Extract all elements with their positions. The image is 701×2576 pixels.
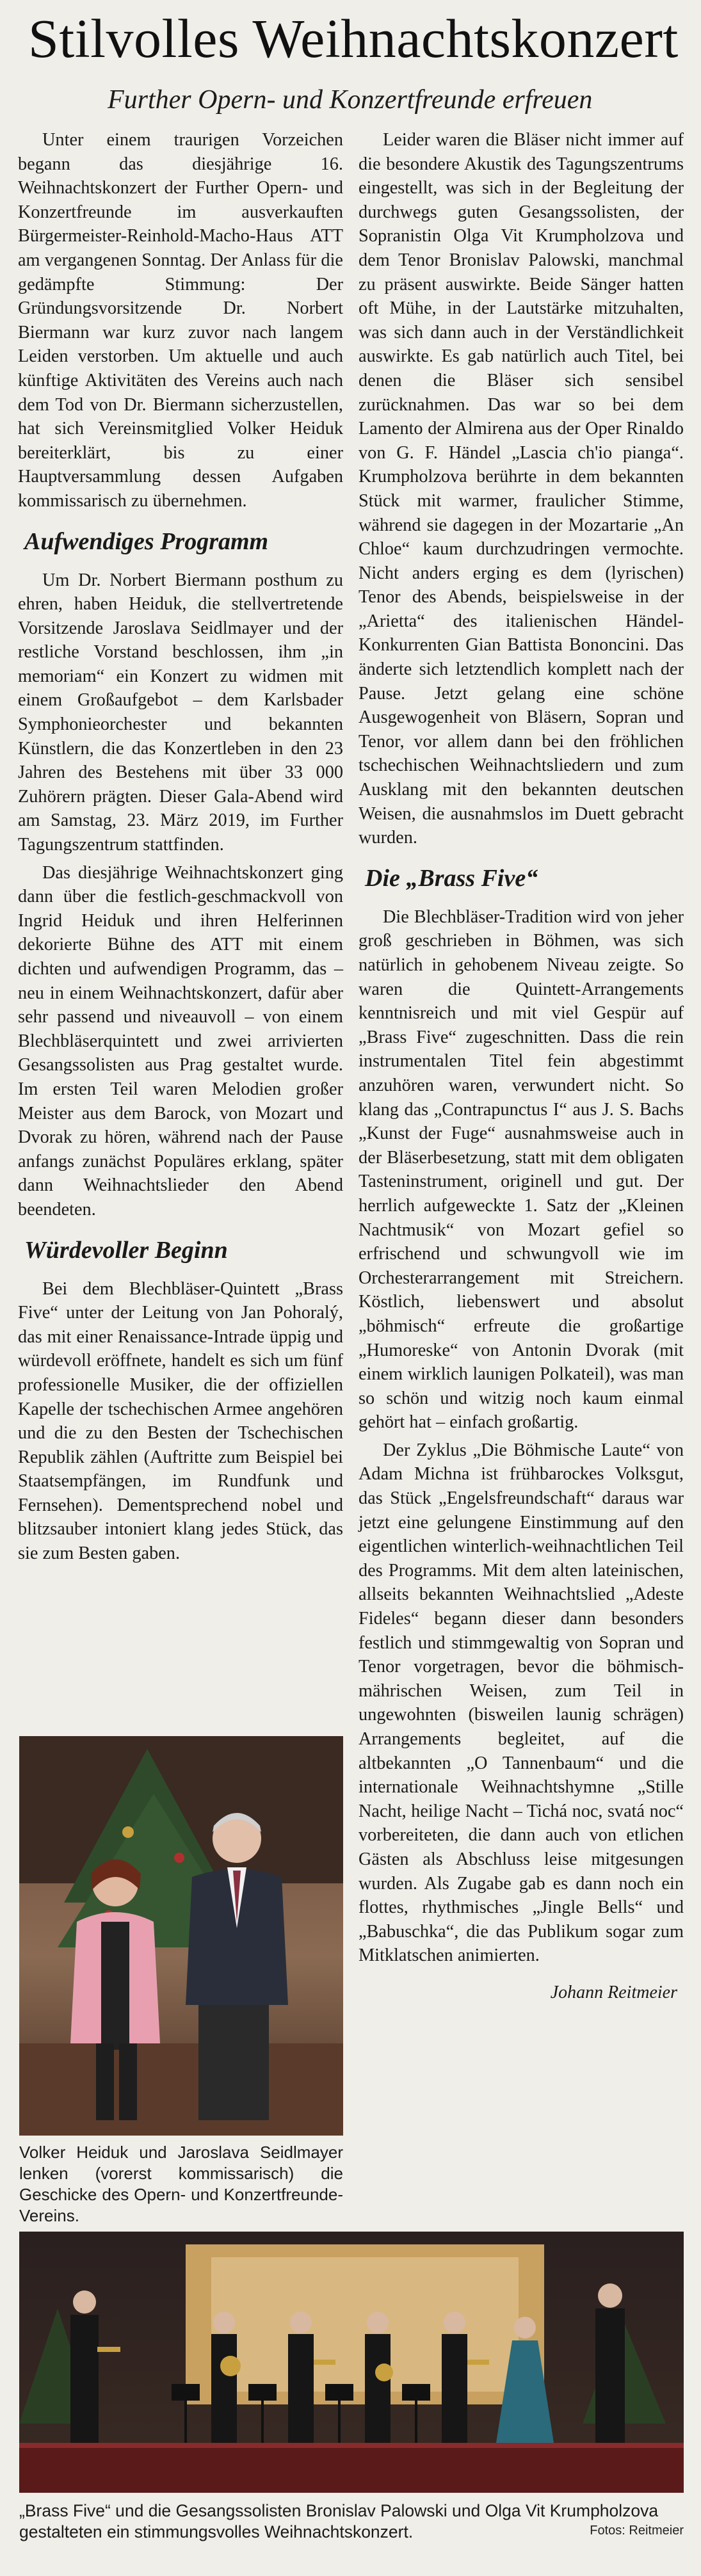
newspaper-article: [18, 0, 684, 2576]
section-heading-brass-five: Die „Brass Five“: [365, 864, 538, 892]
paragraph: Um Dr. Norbert Biermann posthum zu ehren, haben Heiduk, die stellvertretende Vorsitzende Jaroslava Seidlmayer und der restliche Vorstand beschlossen, ihm „in memoriam“ ein Konzert zu widmen mit einem Großaufgebot – dem Karlsbader Symphonieorchester und bekannten Künstlern, die das Konzertleben in den 23 Jahren des Bestehens mit über 33 000 Zuhörern prägten. Dieser Gala-Abend wird am Samstag, 23. März 2019, im Further Tagungszentrum stattfinden.: [18, 570, 343, 855]
headline: Stilvolles Weihnachtskonzert: [28, 8, 679, 69]
photo-illustration: [19, 1736, 343, 2136]
paragraph: Das diesjährige Weihnachtskonzert ging dann über die festlich-geschmackvoll von Ingrid Heiduk und ihren Helferinnen dekorierte Bühne des ATT mit einem dichten und aufwendigen Programm, das – neu in einem Weihnachtskonzert, dafür aber sehr passend und niveauvoll – von einem Blechbläserquintett und zwei arrivierten Gesangssolisten aus Prag gestaltet wurde. Im ersten Teil waren Melodien großer Meister aus dem Barock, von Mozart und Dvorak zu hören, während nach der Pause anfangs zunächst Populäres erklang, später dann Weihnachtslieder den Abend beendeten.: [18, 862, 343, 1220]
caption-photo-2: „Brass Five“ und die Gesangssolisten Bronislav Palowski und Olga Vit Krumpholzova gestalteten ein stimmungsvolles Weihnachtskonzert.: [19, 2501, 659, 2541]
section-heading-wuerdevoller-beginn: Würdevoller Beginn: [24, 1236, 228, 1264]
photo-credit: Fotos: Reitmeier: [590, 2524, 684, 2538]
caption-photo-1: Volker Heiduk und Jaroslava Seidlmayer lenken (vorerst kommissarisch) die Geschicke des Opern- und Konzertfreunde-Vereins.: [19, 2143, 343, 2225]
paragraph: Leider waren die Bläser nicht immer auf die besondere Akustik des Tagungszentrums eingestellt, was sich in der Begleitung der durchwegs guten Gesangssolisten, der Sopranistin Olga Vit Krumpholzova und dem Tenor Bronislav Palowski, manchmal zu präsent auswirkte. Beide Sänger hatten oft Mühe, in der Lautstärke mitzuhalten, was sich dann auch in der Verständlichkeit auswirkte. Es gab natürlich auch Titel, bei denen die Bläser sich sensibel zurücknahmen. Das war so bei dem Lamento der Almirena aus der Oper Rinaldo von G. F. Händel „Lascia ch'io pianga“. Krumpholzova berührte in dem bekannten Stück mit warmer, fraulicher Stimme, während sie dagegen in der Mozartarie „An Chloe“ kaum durchzudringen vermochte. Nicht anders erging es dem (lyrischen) Tenor des Abends, beispielsweise in der „Arietta“ des italienischen Händel-Konkurrenten Gian Battista Bononcini. Das änderte sich letztendlich komplett nach der Pause. Jetzt gelang eine schöne Ausgewogenheit von Bläsern, Sopran und Tenor, vor allem dann bei den fröhlichen tschechischen Weihnachtsliedern und zum Ausklang mit den bekannten deutschen Weisen, die ausnahmslos im Duett gebracht wurden.: [359, 130, 684, 848]
author-byline: Johann Reitmeier: [550, 1982, 677, 2002]
paragraph: Die Blechbläser-Tradition wird von jeher groß geschrieben in Böhmen, was sich natürlich in gehobenem Niveau zeigte. So waren die Quintett-Arrangements kenntnisreich und mit viel Gespür auf „Brass Five“ zugeschnitten. Dass die rein instrumentalen Titel fein abgestimmt anzuhören waren, verwundert nicht. So klang das „Contrapunctus I“ aus J. S. Bachs „Kunst der Fuge“ ausnahmsweise auch in der Bläserbesetzung, statt mit dem obligaten Tasteninstrument, originell und gut. Der herrlich aufgeweckte 1. Satz der „Kleinen Nachtmusik“ von Mozart gefiel so erfrischend und schwungvoll wie im Orchesterarrangement mit Streichern. Köstlich, liebenswert und absolut „böhmisch“ erfreute die großartige „Humoreske“ von Antonin Dvorak (mit einem wirklich launigen Polkateil), was man so schön und witzig noch kaum einmal gehört hat – einfach großartig.: [359, 906, 684, 1433]
photo-illustration: [19, 2232, 684, 2493]
subheadline: Further Opern- und Konzertfreunde erfreuen: [108, 85, 593, 115]
paragraph: Der Zyklus „Die Böhmische Laute“ von Adam Michna ist frühbarockes Volksgut, das Stück „Engelsfreundschaft“ daraus war jetzt eine gelungene Einstimmung auf den eigentlichen winterlich-weihnachtlichen Teil des Programms. Mit dem alten lateinischen, allseits bekannten Weihnachtslied „Adeste Fideles“ begann dieser dann besonders festlich und stimmgewaltig von Sopran und Tenor vorgetragen, bevor die böhmisch-mährischen Weisen, zum Teil in ungewohnten (bisweilen launig schrägen) Arrangements begleitet, auf die altbekannten „O Tannenbaum“ und die internationale Weihnachtshymne „Stille Nacht, heilige Nacht – Tichá noc, svatá noc“ vorbereiteten, die dann auch von etlichen Gästen als Abschluss leise mitgesungen wurden. Als Zugabe gab es dann noch ein flottes, rhythmisches „Jingle Bells“ und „Babuschka“, die das Publikum sogar zum Mitklatschen animierten.: [359, 1440, 684, 1966]
photo-heiduk-seidlmayer: [19, 1736, 343, 2136]
right-column: [359, 128, 684, 2005]
photo-brass-five-stage: [19, 2232, 684, 2493]
paragraph: Bei dem Blechbläser-Quintett „Brass Five“ unter der Leitung von Jan Pohoralý, das mit einer Renaissance-Intrade üppig und würdevoll eröffnete, handelt es sich um fünf professionelle Musiker, die der offiziellen Kapelle der tschechischen Armee angehören und die zu den Besten der Tschechischen Republik zählen (Auftritte zum Beispiel bei Staatsempfängen, im Rundfunk und Fernsehen). Dementsprechend nobel und blitzsauber intoniert klang jedes Stück, das sie zum Besten gaben.: [18, 1278, 343, 1564]
left-column: [18, 128, 343, 1570]
paragraph-intro: Unter einem traurigen Vorzeichen begann das diesjährige 16. Weihnachtskonzert der Further Opern- und Konzertfreunde im ausverkauften Bürgermeister-Reinhold-Macho-Haus ATT am vergangenen Sonntag. Der Anlass für die gedämpfte Stimmung: Der Gründungsvorsitzende Dr. Norbert Biermann war kurz zuvor nach langem Leiden verstorben. Um aktuelle und auch künftige Aktivitäten des Vereins auch nach dem Tod von Dr. Biermann sicherzustellen, hat sich Vereinsmitglied Volker Heiduk bereiterklärt, bis zu einer Hauptversammlung dessen Aufgaben kommissarisch zu übernehmen.: [18, 130, 343, 511]
section-heading-aufwendiges-programm: Aufwendiges Programm: [24, 527, 269, 555]
